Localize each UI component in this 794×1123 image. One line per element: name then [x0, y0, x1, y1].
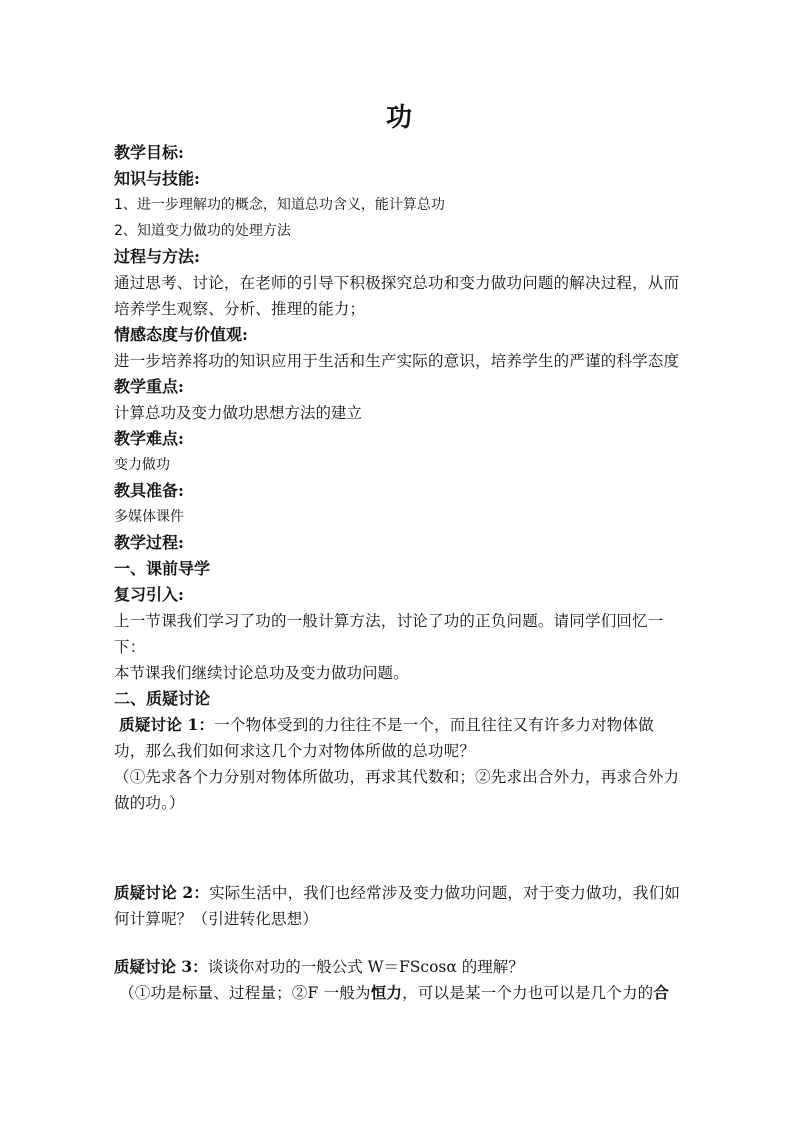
emotion-heading: 情感态度与价值观:: [114, 325, 248, 344]
question-3-text: 谈谈你对功的一般公式 W＝FScosα 的理解？: [207, 958, 524, 976]
difficulty-heading: 教学难点:: [114, 429, 184, 448]
tools-heading: 教具准备:: [114, 481, 184, 500]
review-text: 上一节课我们学习了功的一般计算方法，讨论了功的正负问题。请同学们回忆一下：: [114, 612, 664, 656]
page-title: 功: [385, 103, 412, 133]
question-3-answer-c: ，可以是某一个力也可以是几个力的: [402, 984, 654, 1002]
document-page: [114, 96, 684, 1006]
tools-text: 多媒体课件: [114, 509, 184, 525]
question-2-label: 质疑讨论 2：: [114, 883, 210, 902]
spacer: [114, 816, 684, 880]
knowledge-item: 2、知道变力做功的处理方法: [114, 223, 291, 239]
question-2-text: 实际生活中，我们也经常涉及变力做功问题，对于变力做功，我们如何计算呢？（引进转化思想）: [114, 884, 681, 928]
question-1-text: 一个物体受到的力往往不是一个，而且往往又有许多力对物体做功，那么我们如何求这几个力对物体所做的总功呢？: [114, 716, 654, 760]
process-text: 通过思考、讨论，在老师的引导下积极探究总功和变力做功问题的解决过程，从而培养学生观察、分析、推理的能力；: [114, 274, 680, 318]
knowledge-heading: 知识与技能:: [114, 169, 200, 188]
review-text-2: 本节课我们继续讨论总功及变力做功问题。: [114, 664, 409, 682]
process-heading: 过程与方法:: [114, 247, 200, 266]
question-3-answer: [114, 980, 684, 1006]
question-2: [114, 880, 684, 932]
question-3-answer-d: 合: [653, 983, 670, 1002]
knowledge-item: 1、进一步理解功的概念，知道总功含义，能计算总功: [114, 197, 445, 213]
question-3-label: 质疑讨论 3：: [114, 957, 208, 976]
goals-heading: 教学目标:: [114, 143, 184, 162]
question-1-label: 质疑讨论 1：: [119, 715, 215, 734]
section2-heading: 二、质疑讨论: [114, 689, 211, 708]
difficulty-text: 变力做功: [114, 457, 170, 473]
question-1: [114, 712, 684, 764]
key-point-text: 计算总功及变力做功思想方法的建立: [114, 404, 363, 422]
spacer: [114, 932, 684, 954]
question-1-answer: （①先求各个力分别对物体所做功，再求其代数和；②先求出合外力，再求合外力做的功。）: [114, 768, 680, 812]
question-3: [114, 954, 684, 980]
review-heading: 复习引入:: [114, 585, 184, 604]
procedure-heading: 教学过程:: [114, 533, 184, 552]
section1-heading: 一、课前导学: [114, 559, 211, 578]
key-point-heading: 教学重点:: [114, 377, 184, 396]
question-3-answer-b: 恒力: [370, 983, 403, 1002]
question-3-answer-a: （①功是标量、过程量；②F 一般为: [119, 984, 371, 1002]
emotion-text: 进一步培养将功的知识应用于生活和生产实际的意识，培养学生的严谨的科学态度: [114, 352, 680, 370]
